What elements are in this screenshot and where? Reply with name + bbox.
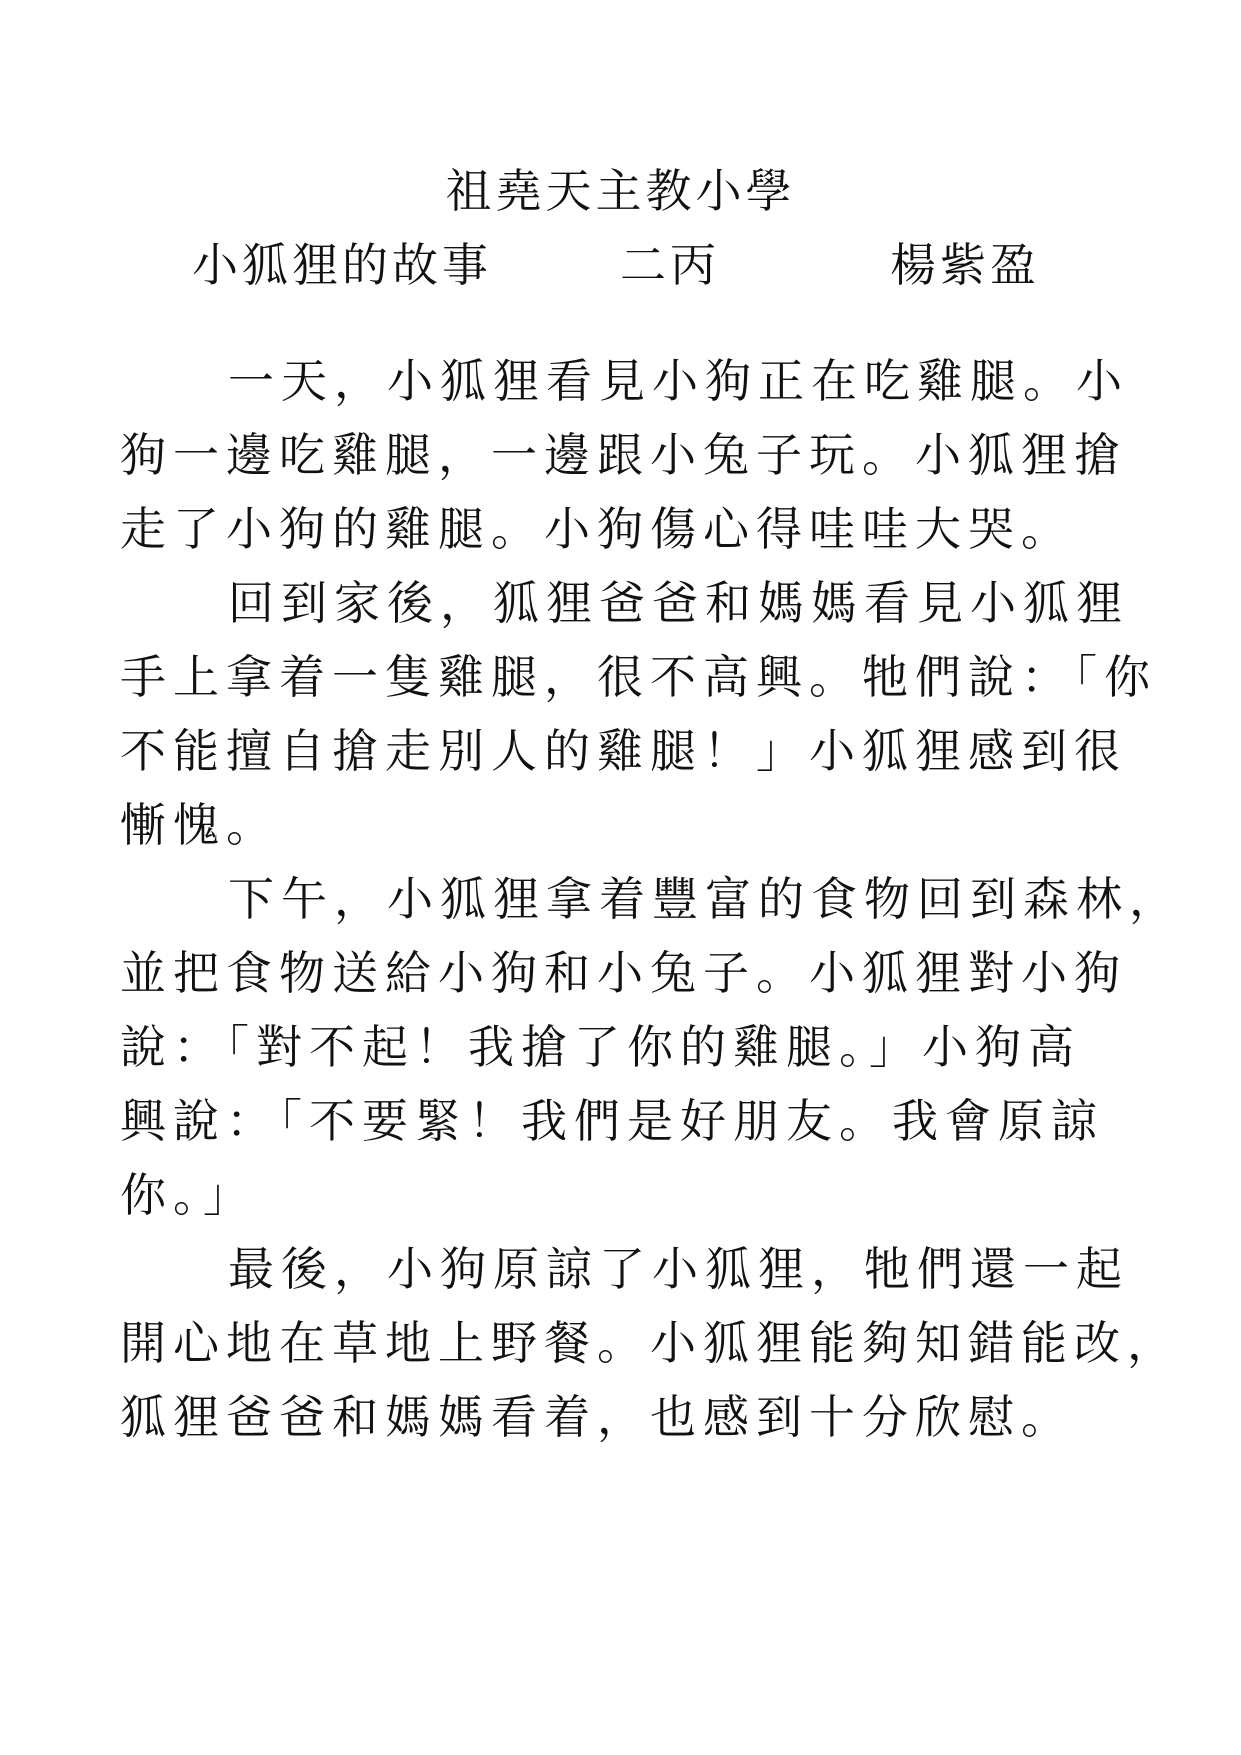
- paragraph-4-line-3: 狐狸爸爸和媽媽看着，也感到十分欣慰。: [120, 1390, 1074, 1444]
- paragraph-3-line-4: 興說：「不要緊！我們是好朋友。我會原諒: [120, 1094, 1104, 1148]
- paragraph-1-line-2: 狗一邊吃雞腿，一邊跟小兔子玩。小狐狸搶: [120, 428, 1127, 482]
- paragraph-3-line-2: 並把食物送給小狗和小兔子。小狐狸對小狗: [120, 946, 1127, 1000]
- paragraph-4-line-2: 開心地在草地上野餐。小狐狸能夠知錯能改，: [120, 1316, 1180, 1370]
- story-body: [120, 344, 1182, 1454]
- paragraph-1-line-1: 一天，小狐狸看見小狗正在吃雞腿。小: [228, 354, 1129, 408]
- paragraph-3-line-5: 你。」: [120, 1168, 256, 1222]
- paragraph-1-line-3: 走了小狗的雞腿。小狗傷心得哇哇大哭。: [120, 502, 1074, 556]
- paragraph-3-line-3: 說：「對不起！我搶了你的雞腿。」小狗高: [120, 1020, 1081, 1074]
- school-name: 祖堯天主教小學: [445, 164, 796, 218]
- paragraph-2-line-4: 慚愧。: [120, 798, 279, 852]
- student-class: 二丙: [620, 238, 720, 292]
- paragraph-2-line-3: 不能擅自搶走別人的雞腿！」小狐狸感到很: [120, 724, 1127, 778]
- paragraph-2-line-1: 回到家後，狐狸爸爸和媽媽看見小狐狸: [228, 576, 1129, 630]
- story-title: 小狐狸的故事: [192, 238, 492, 292]
- paragraph-4-line-1: 最後，小狗原諒了小狐狸，牠們還一起: [228, 1242, 1129, 1296]
- student-name: 楊紫盈: [890, 238, 1040, 292]
- paragraph-3-line-1: 下午，小狐狸拿着豐富的食物回到森林，: [228, 872, 1182, 926]
- paragraph-2-line-2: 手上拿着一隻雞腿，很不高興。牠們說：「你: [120, 650, 1157, 704]
- title-line: [0, 232, 1241, 298]
